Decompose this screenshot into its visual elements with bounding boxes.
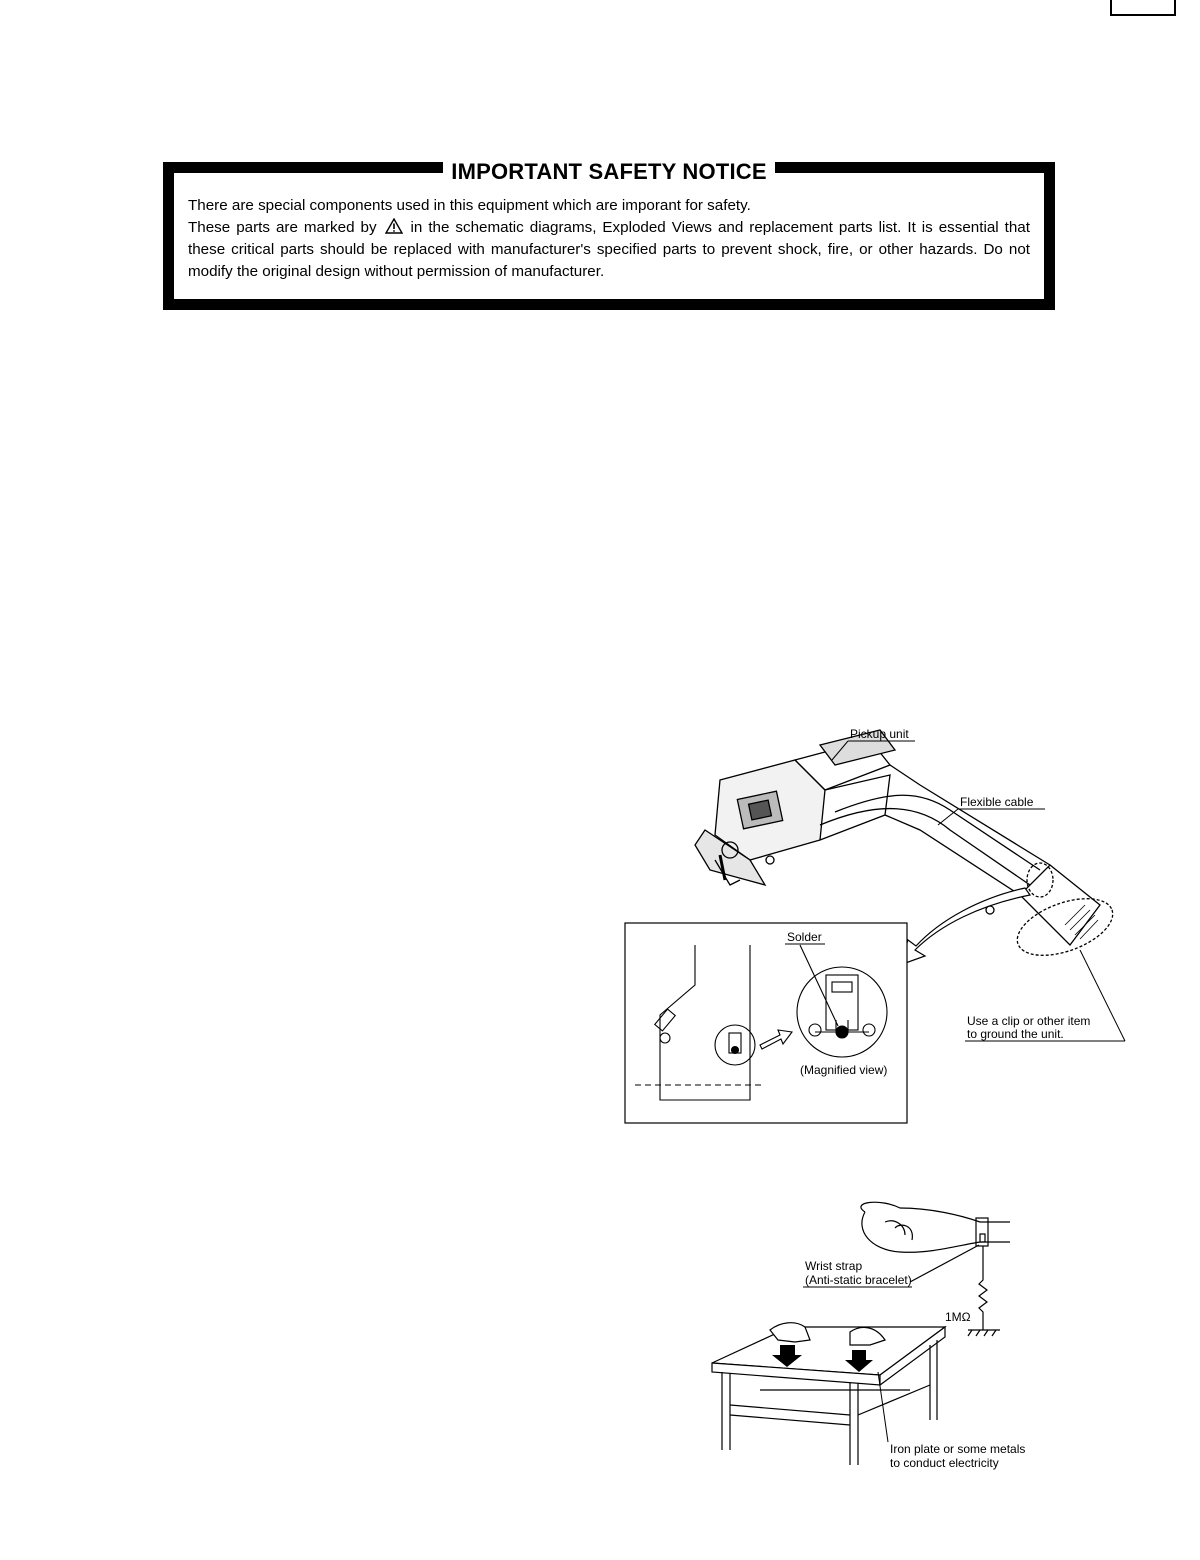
pickup-unit-figure — [620, 720, 1140, 1130]
safety-notice-body — [188, 195, 1030, 283]
magnified-view-label: (Magnified view) — [800, 1063, 888, 1077]
pickup-mechanism-drawing — [695, 730, 895, 885]
notice-line-2 — [188, 217, 1030, 283]
curved-arrow-icon — [900, 888, 1030, 965]
page-corner-box — [1110, 0, 1176, 16]
wrist-strap-label-line-1: Wrist strap — [805, 1259, 863, 1273]
warning-triangle-icon — [385, 218, 403, 234]
iron-plate-label-line-2: to conduct electricity — [890, 1456, 999, 1470]
safety-notice-box — [163, 159, 1055, 310]
pickup-unit-label: Pickup unit — [850, 727, 909, 741]
notice-line-2-start: These parts are marked by — [188, 219, 377, 236]
hand-with-wrist-strap-drawing — [861, 1202, 1010, 1336]
solder-label: Solder — [787, 930, 822, 944]
safety-notice-title — [174, 157, 1044, 183]
notice-line-1: There are special components used in this equipment which are imporant for safety. — [188, 197, 751, 214]
safety-notice-title-text: IMPORTANT SAFETY NOTICE — [443, 159, 774, 185]
flexible-cable-label: Flexible cable — [960, 795, 1034, 809]
anti-static-grounding-figure — [700, 1200, 1060, 1490]
iron-plate-label-line-1: Iron plate or some metals — [890, 1442, 1026, 1456]
notice-line-2-rest: in the schematic diagrams, Exploded Views and replacement parts list. It is essential that these critical parts should be replaced with manufacturer's specified parts to prevent shock, fire, or other hazards. Do not modify the original design without permission of manufacturer. — [188, 219, 1030, 280]
clip-label-line-1: Use a clip or other item — [967, 1014, 1091, 1028]
clip-label-line-2: to ground the unit. — [967, 1027, 1064, 1041]
resistor-label: 1MΩ — [945, 1310, 971, 1324]
magnified-inset-box — [625, 923, 907, 1123]
wrist-strap-label-line-2: (Anti-static bracelet) — [805, 1273, 912, 1287]
